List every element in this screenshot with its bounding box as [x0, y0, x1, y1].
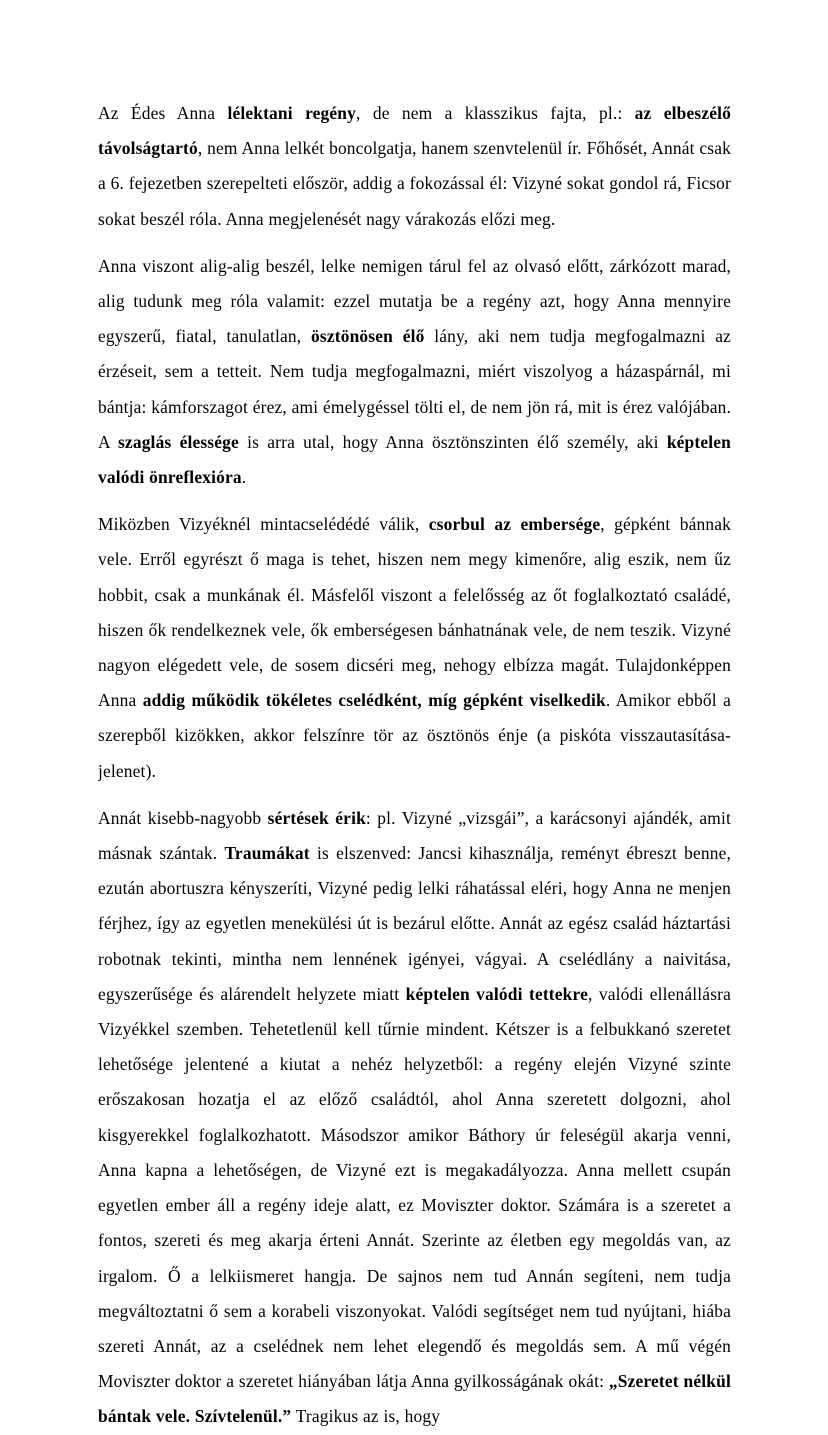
paragraph-2	[98, 249, 731, 495]
bold-emphasis: szaglás élessége	[117, 431, 239, 452]
text-run: Annát kisebb-nagyobb	[98, 807, 268, 828]
bold-emphasis: Traumákat	[224, 843, 310, 864]
text-run: : pl. Vizyné „vizsgái”, a karácsonyi ajándék, amit másnak szántak.	[98, 807, 731, 864]
bold-emphasis: sértések érik	[267, 807, 366, 828]
bold-emphasis: képtelen valódi önreflexióra	[98, 431, 731, 488]
bold-emphasis: csorbul az embersége	[428, 514, 601, 535]
paragraph-3	[98, 507, 731, 789]
text-run: Az Édes Anna	[98, 103, 228, 123]
bold-emphasis: „Szeretet nélkül bántak vele. Szívtelenül.”	[98, 1371, 731, 1427]
text-run: .	[241, 467, 247, 488]
text-run: Tragikus az is, hogy	[291, 1406, 441, 1427]
text-run: lány, aki nem tudja megfogalmazni az érzéseit, sem a tetteit. Nem tudja megfogalmazni, miért viszolyog a házaspárnál, mi bántja: kámforszagot érez, ami émelygéssel tölti el, de nem jön rá, mit is érez valójában. A	[98, 326, 731, 452]
bold-emphasis: az elbeszélő távolságtartó	[98, 103, 731, 159]
bold-emphasis: addig működik tökéletes cselédként, míg gépként viselkedik	[142, 690, 606, 711]
paragraph-4	[98, 801, 731, 1435]
bold-emphasis: képtelen valódi tettekre	[405, 983, 588, 1004]
document-text-body	[98, 96, 731, 1435]
text-run: , gépként bánnak vele. Erről egyrészt ő maga is tehet, hiszen nem megy kimenőre, alig eszik, nem űz hobbit, csak a munkának él. Másfelől viszont a felelősség az őt foglalkoztató családé, hiszen ők rendelkeznek vele, ők emberségesen bánhatnának vele, de nem teszik. Vizyné nagyon elégedett vele, de sosem dicséri meg, nehogy elbízza magát. Tulajdonképpen Anna	[98, 514, 731, 711]
text-run: Anna viszont alig-alig beszél, lelke nemigen tárul fel az olvasó előtt, zárkózott marad, alig tudunk meg róla valamit: ezzel mutatja be a regény azt, hogy Anna mennyire egyszerű, fiatal, tanulatlan,	[98, 255, 731, 347]
text-run: , nem Anna lelkét boncolgatja, hanem szenvtelenül ír. Főhősét, Annát csak a 6. fejezetben szerepelteti először, addig a fokozással él: Vizyné sokat gondol rá, Ficsor sokat beszél róla. Anna megjelenését nagy várakozás előzi meg.	[98, 138, 731, 229]
paragraph-1	[98, 96, 731, 237]
bold-emphasis: ösztönösen élő	[311, 326, 425, 347]
text-run: is elszenved: Jancsi kihasználja, reményt ébreszt benne, ezután abortuszra kényszeríti, Vizyné pedig lelki ráhatással eléri, hogy Anna ne menjen férjhez, így az egyetlen menekülési út is bezárul előtte. Annát az egész család háztartási robotnak tekinti, mintha nem lennének igényei, vágyai. A cselédlány a naivitása, egyszerűsége és alárendelt helyzete miatt	[98, 843, 731, 1004]
text-run: , de nem a klasszikus fajta, pl.:	[356, 103, 635, 123]
text-run: Miközben Vizyéknél mintacselédédé válik,	[98, 514, 429, 535]
text-run: is arra utal, hogy Anna ösztönszinten élő személy, aki	[238, 431, 667, 452]
text-run: . Amikor ebből a szerepből kizökken, akkor felszínre tör az ösztönös énje (a piskóta visszautasítása-jelenet).	[98, 690, 731, 781]
bold-emphasis: lélektani regény	[227, 103, 357, 123]
text-run: , valódi ellenállásra Vizyékkel szemben. Tehetetlenül kell tűrnie mindent. Kétszer is a felbukkanó szeretet lehetősége jelentené a kiutat a nehéz helyzetből: a regény elején Vizyné szinte erőszakosan hozatja el az előző családtól, ahol Anna szeretett dolgozni, ahol kisgyerekkel foglalkozhatott. Másodszor amikor Báthory úr feleségül akarja venni, Anna kapna a lehetőségen, de Vizyné ezt is megakadályozza. Anna mellett csupán egyetlen ember áll a regény ideje alatt, ez Moviszter doktor. Számára is a szeretet a fontos, szereti és meg akarja érteni Annát. Szerinte az életben egy megoldás van, az irgalom. Ő a lelkiismeret hangja. De sajnos nem tud Annán segíteni, nem tudja megváltoztatni ő sem a korabeli viszonyokat. Valódi segítséget nem tud nyújtani, hiába szereti Annát, az a cselédnek nem lehet elegendő és megoldás sem. A mű végén Moviszter doktor a szeretet hiányában látja Anna gyilkosságának okát:	[98, 983, 731, 1392]
